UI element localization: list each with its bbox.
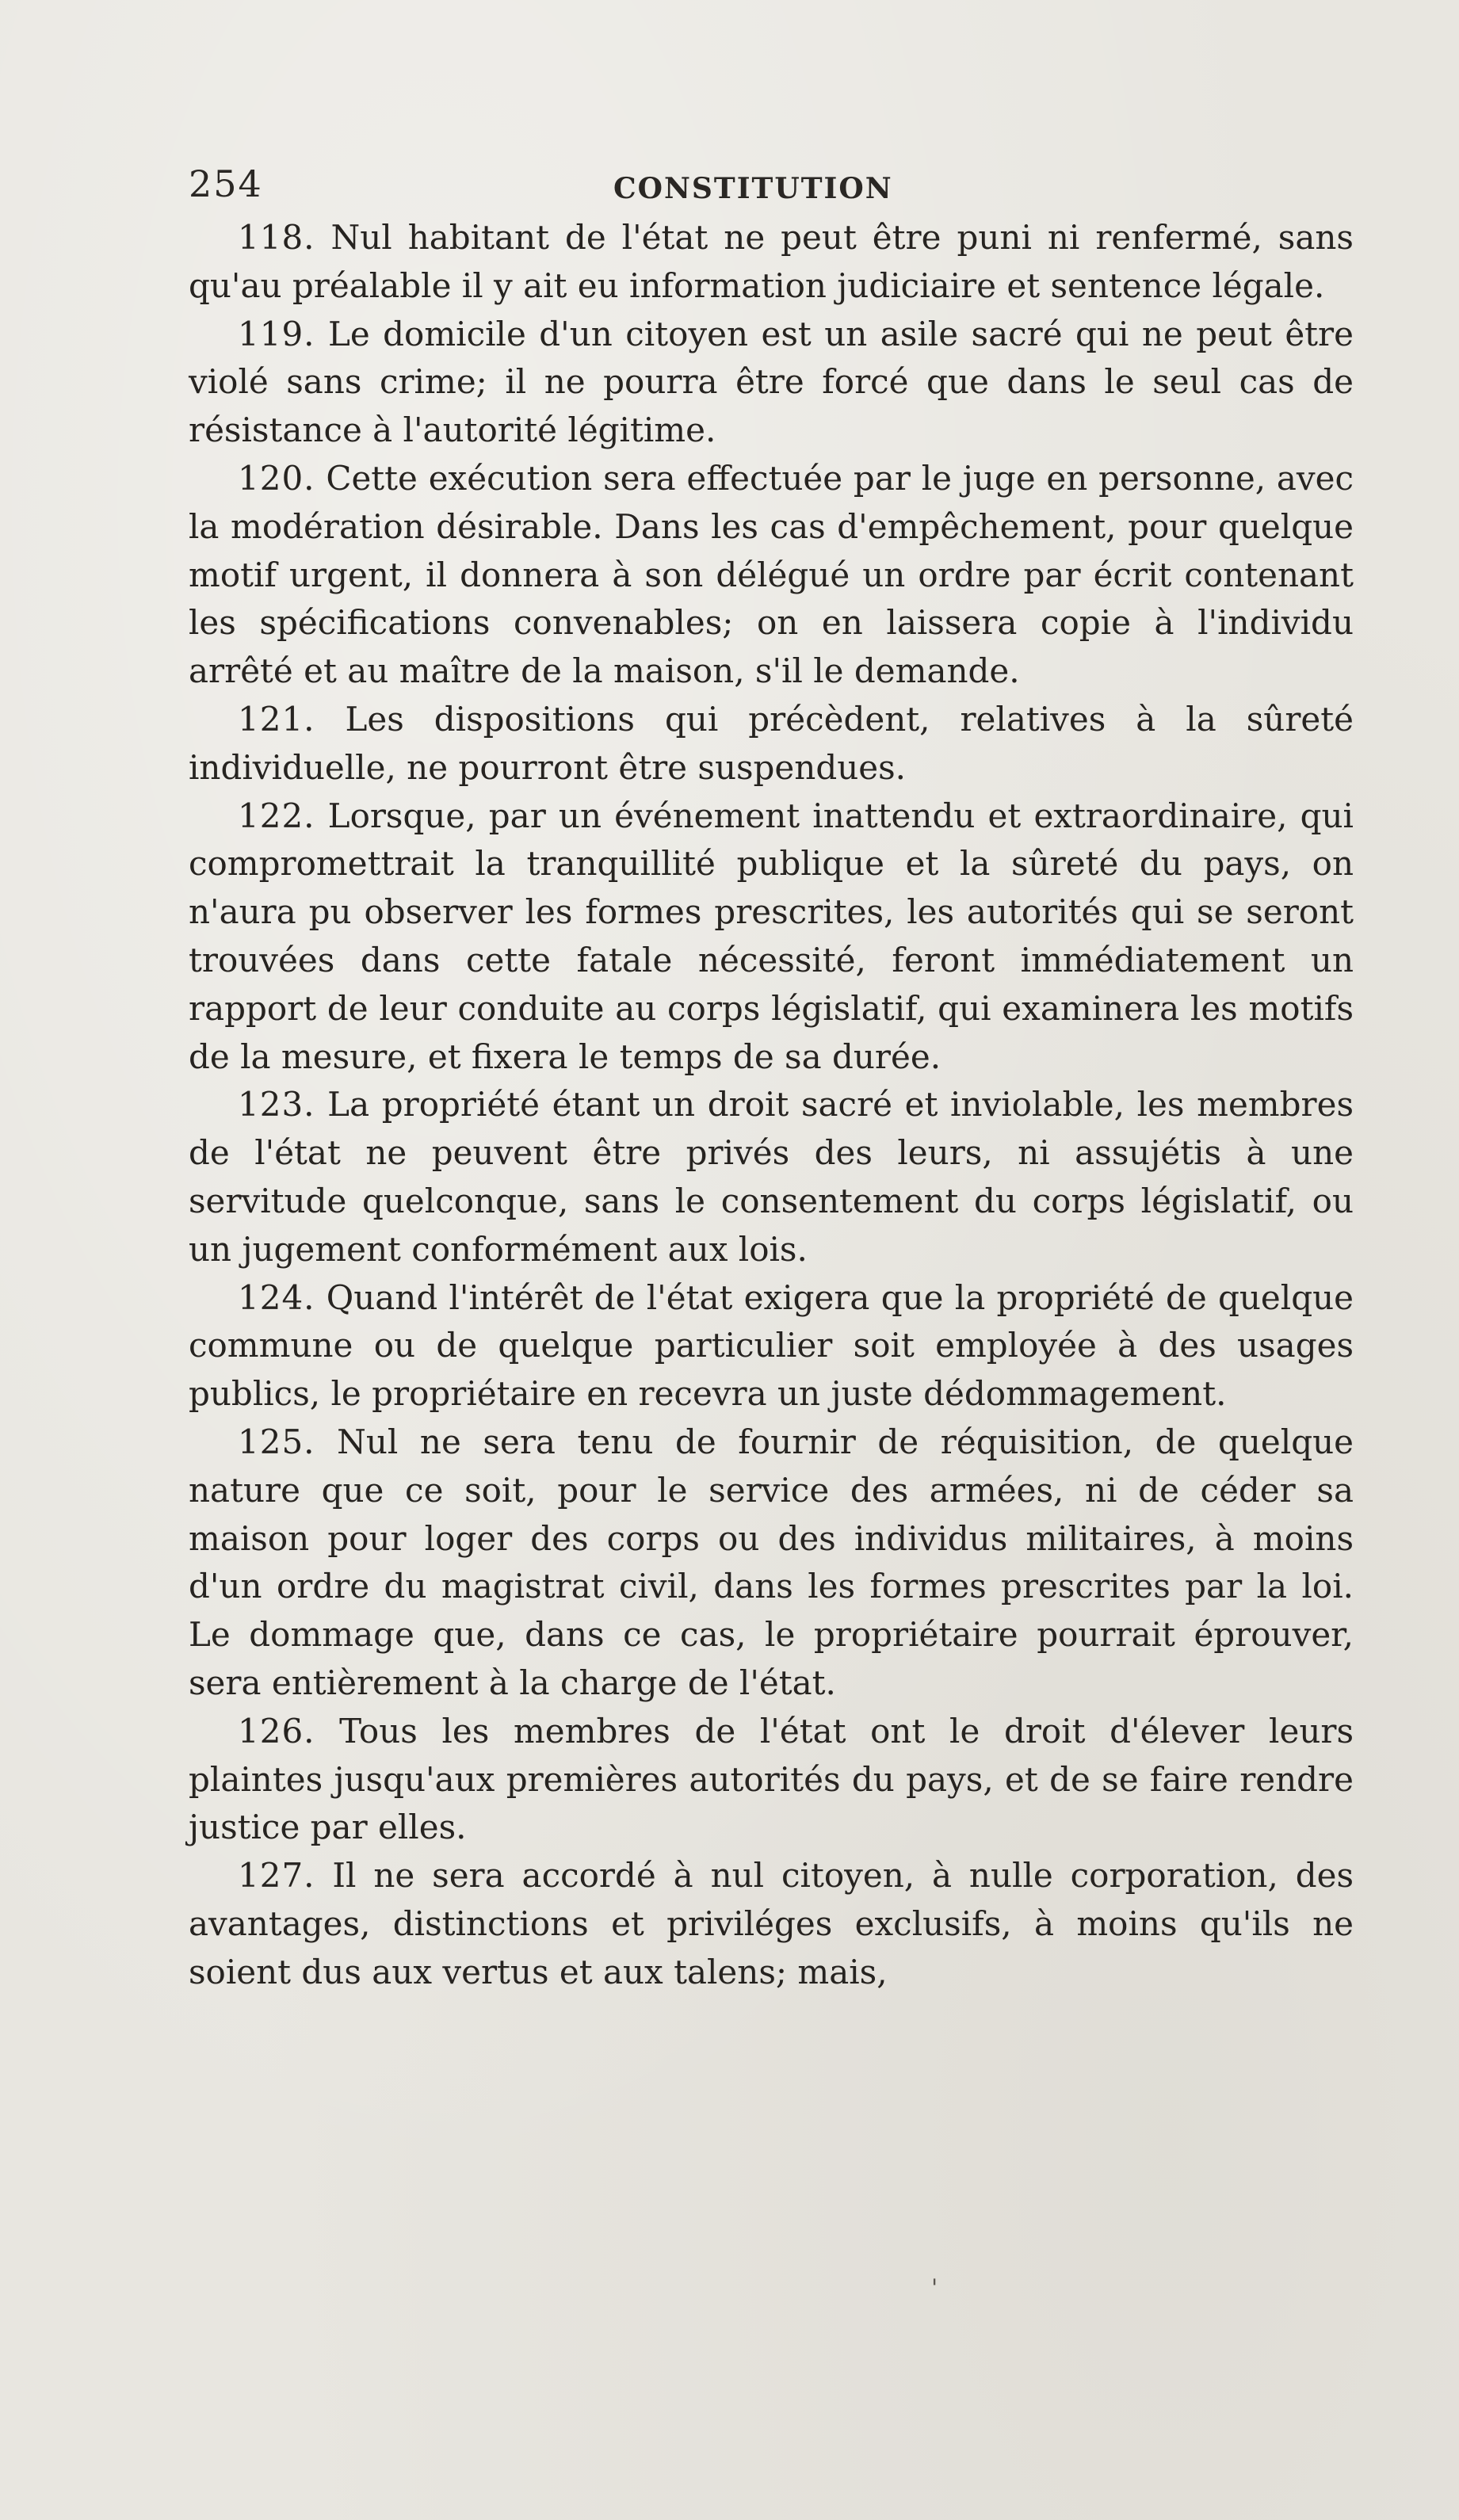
article-number: 118. — [238, 218, 315, 257]
article-number: 124. — [238, 1277, 315, 1317]
article-text: Les dispositions qui précèdent, relatives à la sûreté individuelle, ne pourront être suspendues. — [189, 699, 1354, 787]
article-paragraph — [189, 792, 1354, 1082]
article-paragraph — [189, 455, 1354, 696]
page-header — [189, 162, 1354, 218]
article-text: La propriété étant un droit sacré et inviolable, les membres de l'état ne peuvent être privés des leurs, ni assujétis à une servitude quelconque, sans le consentement du corps législatif, ou un jugement conformément aux lois. — [189, 1085, 1354, 1269]
page-number: 254 — [189, 162, 263, 205]
article-paragraph — [189, 1418, 1354, 1708]
article-paragraph — [189, 696, 1354, 792]
article-paragraph — [189, 1852, 1354, 1996]
article-number: 123. — [238, 1085, 315, 1124]
article-text: Quand l'intérêt de l'état exigera que la propriété de quelque commune ou de quelque particulier soit employée à des usages publics, le propriétaire en recevra un juste dédommagement. — [189, 1277, 1354, 1414]
ink-speck: ' — [931, 2274, 938, 2302]
running-title: CONSTITUTION — [613, 172, 893, 205]
article-paragraph — [189, 214, 1354, 311]
article-text: Tous les membres de l'état ont le droit d'élever leurs plaintes jusqu'aux premières autorités du pays, et de se faire rendre justice par elles. — [189, 1711, 1354, 1847]
article-paragraph — [189, 311, 1354, 455]
article-number: 121. — [238, 699, 315, 739]
article-text: Nul ne sera tenu de fournir de réquisition, de quelque nature que ce soit, pour le service des armées, ni de céder sa maison pour loger des corps ou des individus militaires, à moins d'un ordre du magistrat civil, dans les formes prescrites par la loi. Le dommage que, dans ce cas, le propriétaire pourrait éprouver, sera entièrement à la charge de l'état. — [189, 1422, 1354, 1702]
article-number: 127. — [238, 1856, 315, 1896]
article-paragraph — [189, 1708, 1354, 1852]
article-number: 125. — [238, 1422, 315, 1461]
article-number: 119. — [238, 314, 315, 353]
article-number: 126. — [238, 1711, 315, 1751]
article-number: 120. — [238, 458, 315, 498]
article-paragraph — [189, 1081, 1354, 1273]
article-paragraph — [189, 1274, 1354, 1418]
article-text: Cette exécution sera effectuée par le juge en personne, avec la modération désirable. Dans les cas d'empêchement, pour quelque motif urgent, il donnera à son délégué un ordre par écrit contenant les spécifications convenables; on en laissera copie à l'individu arrêté et au maître de la maison, s'il le demande. — [189, 458, 1354, 691]
body-text — [189, 214, 1354, 1996]
article-text: Nul habitant de l'état ne peut être puni ni renfermé, sans qu'au préalable il y ait eu information judiciaire et sentence légale. — [189, 218, 1354, 305]
article-text: Lorsque, par un événement inattendu et extraordinaire, qui compromettrait la tranquillité publique et la sûreté du pays, on n'aura pu observer les formes prescrites, les autorités qui se seront trouvées dans cette fatale nécessité, feront immédiatement un rapport de leur conduite au corps législatif, qui examinera les motifs de la mesure, et fixera le temps de sa durée. — [189, 796, 1354, 1076]
article-text: Le domicile d'un citoyen est un asile sacré qui ne peut être violé sans crime; il ne pourra être forcé que dans le seul cas de résistance à l'autorité légitime. — [189, 314, 1354, 450]
article-text: Il ne sera accordé à nul citoyen, à nulle corporation, des avantages, distinctions et priviléges exclusifs, à moins qu'ils ne soient dus aux vertus et aux talens; mais, — [189, 1856, 1354, 1991]
article-number: 122. — [238, 796, 315, 835]
